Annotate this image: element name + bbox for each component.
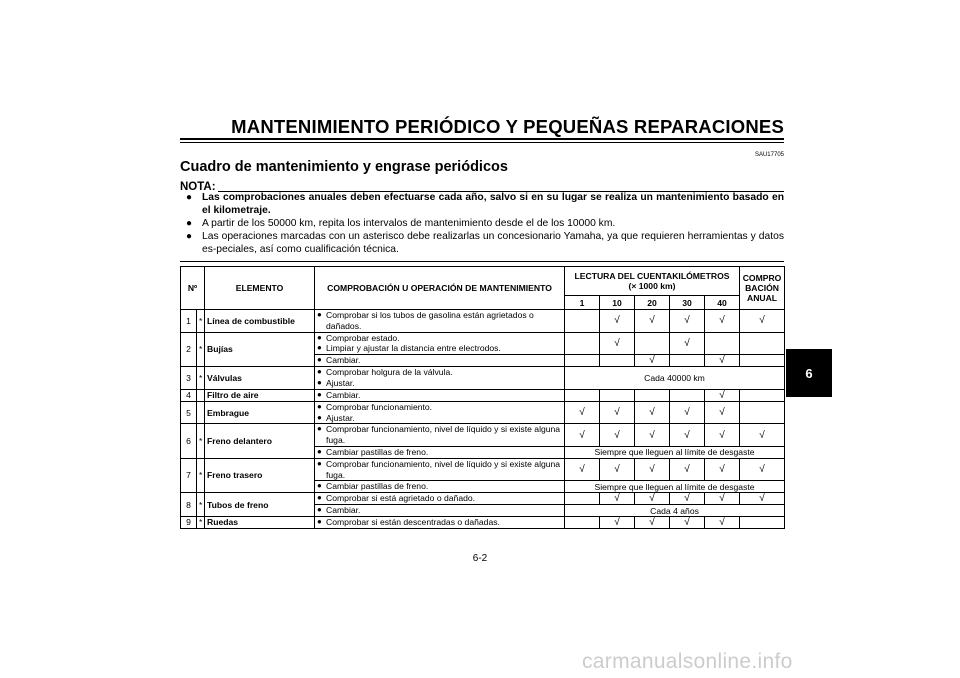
dealer-asterisk: * (197, 367, 205, 390)
item-number: 3 (181, 367, 197, 390)
operation-text: Comprobar funcionamiento. (326, 401, 433, 412)
table-separator-rule (180, 261, 784, 262)
km-check-cell: √ (635, 516, 670, 528)
operation-cell (315, 446, 565, 458)
operation-item (317, 493, 562, 504)
operation-item (317, 505, 562, 516)
annual-check-cell (740, 401, 785, 424)
bullet-icon: ● (186, 231, 193, 243)
km-check-cell: √ (705, 424, 740, 447)
maintenance-table-body (181, 310, 785, 529)
operation-item (317, 517, 562, 528)
operation-cell (315, 310, 565, 333)
bullet-icon: ● (317, 505, 322, 515)
item-element: Filtro de aire (205, 389, 315, 401)
annual-check-cell (740, 389, 785, 401)
header-no: Nº (181, 267, 205, 310)
header-element: ELEMENTO (205, 267, 315, 310)
header-km-10: 10 (600, 296, 635, 310)
operation-cell (315, 401, 565, 424)
km-check-cell (565, 332, 600, 355)
km-check-cell (670, 389, 705, 401)
km-check-cell: √ (670, 424, 705, 447)
bullet-icon: ● (317, 517, 322, 527)
item-element: Bujías (205, 332, 315, 367)
annual-check-cell (740, 355, 785, 367)
table-row (181, 458, 785, 481)
bullet-icon: ● (317, 493, 322, 503)
operation-text: Comprobar estado. (326, 332, 400, 343)
bullet-icon: ● (317, 377, 322, 387)
watermark: carmanualsonline.info (582, 650, 793, 673)
chapter-tab: 6 (786, 349, 832, 397)
dealer-asterisk (197, 401, 205, 424)
operation-item (317, 481, 562, 492)
bullet-icon: ● (317, 424, 322, 434)
section-title: Cuadro de mantenimiento y engrase periódicos (180, 159, 508, 175)
km-check-cell: √ (705, 401, 740, 424)
bullet-icon: ● (317, 355, 322, 365)
interval-note: Cada 40000 km (565, 367, 785, 390)
item-element: Ruedas (205, 516, 315, 528)
operation-text: Ajustar. (326, 412, 355, 423)
table-row (181, 516, 785, 528)
operation-text: Comprobar funcionamiento, nivel de líquido y si existe alguna fuga. (326, 458, 561, 480)
header-rule-thin (180, 142, 784, 143)
header-km-20: 20 (635, 296, 670, 310)
km-check-cell (705, 332, 740, 355)
bullet-icon: ● (317, 343, 322, 353)
operation-text: Cambiar. (326, 505, 361, 516)
header-km-40: 40 (705, 296, 740, 310)
km-check-cell: √ (600, 424, 635, 447)
km-check-cell: √ (565, 424, 600, 447)
bullet-icon: ● (317, 412, 322, 422)
nota-item-text: Las operaciones marcadas con un asterisco debe realizarlas un concesionario Yamaha, ya que requieren herramientas y datos es-peciales, así como cualificación técnica. (202, 231, 784, 256)
page-header-title: MANTENIMIENTO PERIÓDICO Y PEQUEÑAS REPARACIONES (231, 116, 784, 137)
km-check-cell: √ (600, 401, 635, 424)
operation-item (317, 402, 562, 413)
item-element: Línea de combustible (205, 310, 315, 333)
item-element: Freno delantero (205, 424, 315, 458)
operation-cell (315, 458, 565, 481)
interval-note: Siempre que lleguen al límite de desgaste (565, 481, 785, 493)
header-odometer-unit: (× 1000 km) (628, 281, 676, 291)
dealer-asterisk: * (197, 424, 205, 458)
km-check-cell: √ (705, 355, 740, 367)
operation-text: Ajustar. (326, 377, 355, 388)
km-check-cell: √ (635, 310, 670, 333)
km-check-cell: √ (600, 332, 635, 355)
operation-item (317, 413, 562, 424)
header-odometer-label: LECTURA DEL CUENTAKILÓMETROS (574, 271, 730, 281)
operation-cell (315, 389, 565, 401)
km-check-cell (600, 355, 635, 367)
operation-cell (315, 505, 565, 517)
km-check-cell: √ (670, 310, 705, 333)
dealer-asterisk (197, 389, 205, 401)
table-row (181, 310, 785, 333)
annual-check-cell (740, 332, 785, 355)
km-check-cell: √ (670, 401, 705, 424)
nota-list (186, 192, 784, 257)
km-check-cell (565, 355, 600, 367)
km-check-cell (565, 310, 600, 333)
operation-cell (315, 493, 565, 505)
dealer-asterisk: * (197, 458, 205, 492)
km-check-cell: √ (600, 516, 635, 528)
km-check-cell (635, 332, 670, 355)
bullet-icon: ● (186, 218, 193, 230)
km-check-cell (635, 389, 670, 401)
operation-text: Comprobar funcionamiento, nivel de líquido y si existe alguna fuga. (326, 424, 561, 446)
bullet-icon: ● (186, 192, 193, 203)
operation-text: Comprobar holgura de la válvula. (326, 367, 453, 378)
header-rule-thick (180, 138, 784, 140)
km-check-cell: √ (705, 516, 740, 528)
bullet-icon: ● (317, 310, 322, 319)
nota-item (186, 231, 784, 257)
dealer-asterisk: * (197, 310, 205, 333)
km-check-cell: √ (670, 332, 705, 355)
km-check-cell: √ (565, 458, 600, 481)
header-operation: COMPROBACIÓN U OPERACIÓN DE MANTENIMIENTO (315, 267, 565, 310)
item-number: 9 (181, 516, 197, 528)
table-row (181, 332, 785, 355)
km-check-cell: √ (705, 389, 740, 401)
operation-item (317, 333, 562, 344)
operation-text: Cambiar. (326, 355, 361, 366)
annual-check-cell (740, 516, 785, 528)
nota-item-text: A partir de los 50000 km, repita los intervalos de mantenimiento desde el de los 10000 km. (202, 218, 616, 230)
operation-cell (315, 332, 565, 355)
operation-text: Cambiar pastillas de freno. (326, 446, 429, 457)
annual-check-cell: √ (740, 493, 785, 505)
operation-text: Comprobar si están descentradas o dañadas. (326, 517, 500, 528)
nota-item (186, 192, 784, 218)
dealer-asterisk: * (197, 332, 205, 367)
km-check-cell: √ (705, 493, 740, 505)
km-check-cell: √ (705, 310, 740, 333)
interval-note: Siempre que lleguen al límite de desgaste (565, 446, 785, 458)
section-code: SAU17705 (754, 152, 784, 158)
nota-label: NOTA: (180, 181, 216, 193)
item-number: 5 (181, 401, 197, 424)
item-number: 2 (181, 332, 197, 367)
header-odometer (565, 267, 740, 296)
km-check-cell (670, 355, 705, 367)
operation-text: Comprobar si está agrietado o dañado. (326, 493, 476, 504)
table-row (181, 401, 785, 424)
operation-item (317, 310, 562, 332)
km-check-cell: √ (635, 401, 670, 424)
table-row (181, 367, 785, 390)
operation-item (317, 355, 562, 366)
item-number: 8 (181, 493, 197, 517)
km-check-cell: √ (600, 458, 635, 481)
item-element: Embrague (205, 401, 315, 424)
operation-cell (315, 481, 565, 493)
operation-cell (315, 355, 565, 367)
km-check-cell: √ (635, 355, 670, 367)
header-km-1: 1 (565, 296, 600, 310)
table-row (181, 493, 785, 505)
operation-text: Cambiar. (326, 389, 361, 400)
table-row (181, 424, 785, 447)
annual-check-cell: √ (740, 424, 785, 447)
item-number: 1 (181, 310, 197, 333)
km-check-cell: √ (705, 458, 740, 481)
km-check-cell: √ (670, 516, 705, 528)
bullet-icon: ● (317, 458, 322, 468)
km-check-cell: √ (600, 493, 635, 505)
table-row (181, 389, 785, 401)
item-number: 7 (181, 458, 197, 492)
bullet-icon: ● (317, 446, 322, 456)
operation-cell (315, 516, 565, 528)
operation-text: Limpiar y ajustar la distancia entre electrodos. (326, 343, 501, 354)
item-element: Válvulas (205, 367, 315, 390)
page-number: 6-2 (472, 553, 488, 564)
km-check-cell: √ (635, 458, 670, 481)
header-km-30: 30 (670, 296, 705, 310)
item-element: Freno trasero (205, 458, 315, 492)
km-check-cell (600, 389, 635, 401)
item-number: 6 (181, 424, 197, 458)
operation-text: Cambiar pastillas de freno. (326, 481, 429, 492)
maintenance-table (180, 266, 785, 529)
bullet-icon: ● (317, 367, 322, 377)
km-check-cell: √ (670, 458, 705, 481)
operation-cell (315, 367, 565, 390)
km-check-cell: √ (565, 401, 600, 424)
km-check-cell: √ (600, 310, 635, 333)
km-check-cell (565, 493, 600, 505)
operation-text: Comprobar si los tubos de gasolina están agrietados o dañados. (326, 310, 534, 331)
bullet-icon: ● (317, 481, 322, 491)
item-element: Tubos de freno (205, 493, 315, 517)
operation-item (317, 390, 562, 401)
bullet-icon: ● (317, 332, 322, 342)
item-number: 4 (181, 389, 197, 401)
interval-note: Cada 4 años (565, 505, 785, 517)
km-check-cell (565, 516, 600, 528)
operation-item (317, 447, 562, 458)
nota-item-text: Las comprobaciones anuales deben efectuarse cada año, salvo si en su lugar se realiza un mantenimiento basado en el kilometraje. (202, 192, 784, 216)
km-check-cell (565, 389, 600, 401)
km-check-cell: √ (635, 493, 670, 505)
operation-item (317, 367, 562, 378)
dealer-asterisk: * (197, 493, 205, 517)
operation-cell (315, 424, 565, 447)
dealer-asterisk: * (197, 516, 205, 528)
operation-item (317, 343, 562, 354)
annual-check-cell: √ (740, 458, 785, 481)
operation-item (317, 459, 562, 481)
operation-item (317, 378, 562, 389)
operation-item (317, 424, 562, 446)
header-annual: COMPRO BACIÓN ANUAL (740, 267, 785, 310)
km-check-cell: √ (635, 424, 670, 447)
bullet-icon: ● (317, 401, 322, 411)
nota-item (186, 218, 784, 231)
km-check-cell: √ (670, 493, 705, 505)
annual-check-cell: √ (740, 310, 785, 333)
bullet-icon: ● (317, 389, 322, 399)
